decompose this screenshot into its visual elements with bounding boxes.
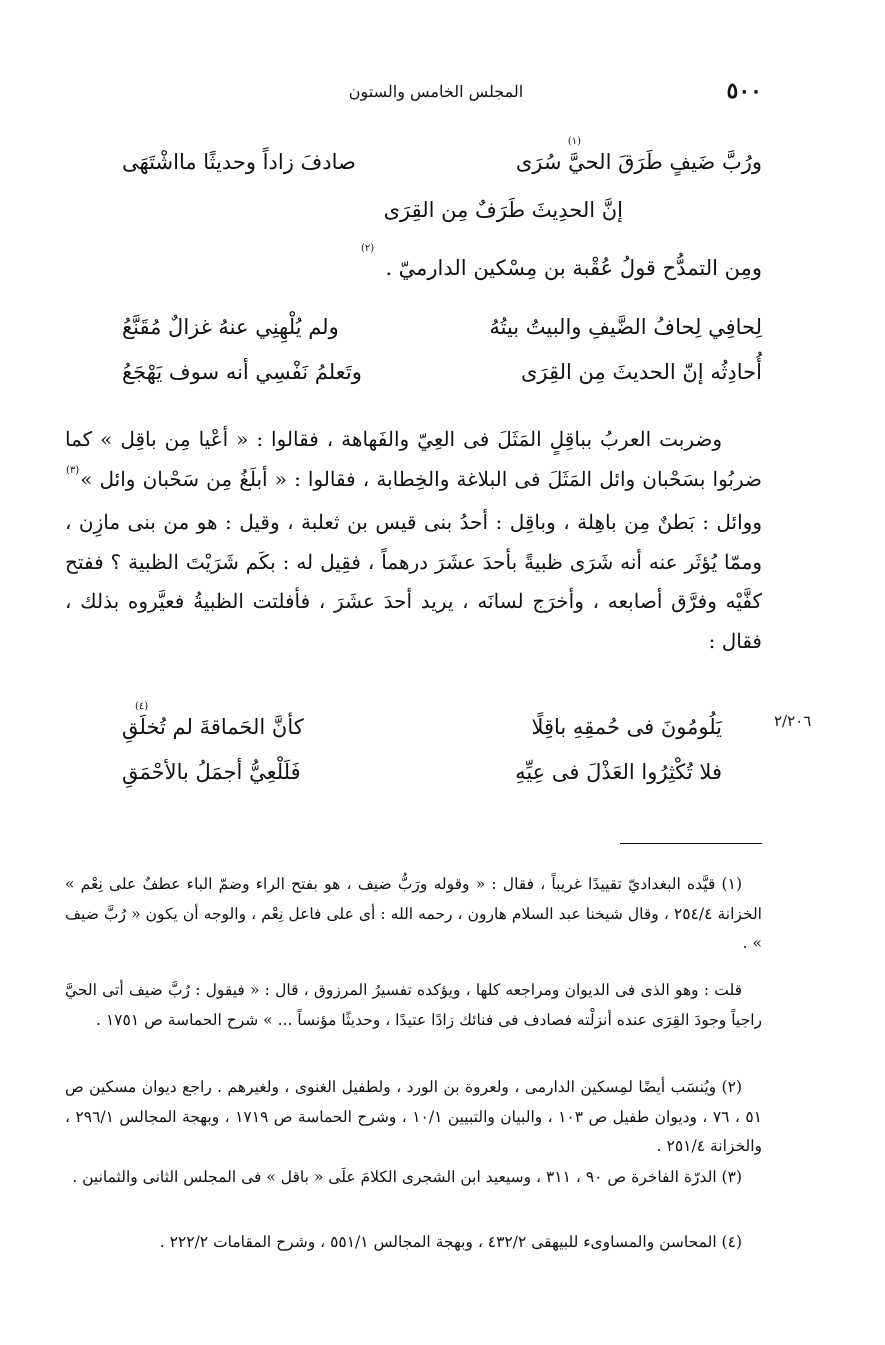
paragraph-part-b: ووائل : بَطنٌ مِن باهِلة ، وباقِل : أحدُ بنى قيس بن ثعلبة ، وقيل : هو من بنى مازِن ، وممّا يُؤثَر عنه أنه شَرَى ظبيةً بأحدَ عشَرَ درهماً ، فقِيل له : بكَم شَرَيْتَ الظبية ؟ ففتح كفَّيْه وفرَّق أصابعه ، وأخرَج لسانَه ، يريد أحدَ عشَرَ ، فأفلتت الظبيةُ فعيَّروه بذلك ، فقال :: [65, 510, 762, 653]
poem2-line1-right-hemistich: لِحافِي لِحافُ الضَّيفِ والبيتُ بيتُهُ: [489, 315, 762, 339]
poem3-line1-left-hemistich: كأنَّ الحَماقةَ لم تُخلَقِ: [122, 715, 304, 739]
footnote-2: (٢) ويُنسَب أيضًا لمِسكين الدارمى ، ولعروة بن الورد ، ولطفيل الغنوى ، ولغيرهم . راجع ديوان مسكين ص ٥١ ، ٧٦ ، وديوان طفيل ص ١٠٣ ، والبيان والتبيين ١٠/١ ، وشرح الحماسة ص ١٧١٩ ، وبهجة المجالس ٢٩٦/١ ، والخزانة ٢٥١/٤ .: [65, 1078, 762, 1155]
footnote-4: (٤) المحاسن والمساوىء للبيهقى ٤٣٢/٢ ، وبهجة المجالس ٥٥١/١ ، وشرح المقامات ٢٢٢/٢ .: [159, 1233, 742, 1251]
poem2-line2: [122, 360, 762, 394]
paragraph-part-a: وضربت العربُ بباقِلٍ المَثَلَ فى العِيّ والفَهاهة ، فقالوا : « أعْيا مِن باقِل » كما ضربُوا بسَحْبان وائل المَثَلَ فى البلاغة والخِطابة ، فقالوا : « أبلَغُ مِن سَحْبان وائل »: [65, 427, 762, 491]
intro-text: ومِن التمدُّح قولُ عُقْبة بن مِسْكين الدارميّ .: [385, 256, 762, 280]
poem2-line1: [122, 315, 762, 349]
poem1-line1-right-hemistich: ورُبَّ ضَيفٍ طَرَقَ الحيَّ سُرَى: [515, 150, 762, 174]
footnote-ref-4: (٤): [135, 701, 149, 712]
intro-sentence: [385, 256, 762, 280]
footnote-3: (٣) الدرّة الفاخرة ص ٩٠ ، ٣١١ ، وسيعيد ابن الشجرى الكلامَ علَى « باقل » فى المجلس الثانى والثمانين .: [72, 1168, 742, 1186]
footnote-ref-1: (١): [567, 136, 581, 147]
poem2-line2-right-hemistich: أُحادِثُه إنّ الحديثَ مِن القِرَى: [520, 360, 762, 384]
footnote-divider: [620, 843, 762, 844]
running-title: المجلس الخامس والستون: [348, 82, 524, 101]
poem1-line1-left-hemistich: صادفَ زاداً وحديثًا مااشْتَهَى: [122, 150, 356, 174]
poem3-line2-right-hemistich: فلا تُكْثِرُوا العَذْلَ فى عِيِّهِ: [515, 760, 722, 784]
margin-page-reference: ٢/٢٠٦: [774, 712, 812, 730]
page-header: [110, 78, 762, 108]
poem2-line2-left-hemistich: وتَعلمُ نَفْسِي أنه سوف يَهْجَعُ: [122, 360, 362, 384]
footnote-ref-3: (٣): [66, 464, 80, 476]
poem3-line2: [122, 760, 762, 794]
footnote-1: (١) قيَّده البغداديّ تقييدًا غريباً ، فقال : « وقوله ورَبُّ ضيف ، هو بفتح الراء وضمّ الباء عطفٌ على نِعْم » الخزانة ٢٥٤/٤ ، وقال شيخنا عبد السلام هارون ، رحمه الله : أى على فاعل نِعْم ، والوجه أن يكون « رُبَّ ضيف » .: [65, 875, 762, 952]
poem3-line1-right-hemistich: يَلُومُونَ فى حُمقِهِ باقِلًا: [531, 715, 722, 739]
footnote-1-continued: قلت : وهو الذى فى الديوان ومراجعه كلها ، ويؤكده تفسيرُ المرزوق ، قال : « فيقول : رُبَّ ضيف أتى الحيَّ راجياً وجودَ القِرَى عنده أنزلْته فصادف فى فنائك زادًا عتيدًا ، وحديثًا مؤنساً ... » شرح الحماسة ص ١٧٥١ .: [65, 981, 762, 1029]
body-paragraph: [65, 420, 762, 661]
poem1-line1: [122, 136, 762, 184]
poem3-line2-left-hemistich: فَلَلْعِيُّ أجمَلُ بالأحْمَقِ: [122, 760, 301, 784]
poem3-line1: [122, 701, 762, 749]
footnote-ref-2: (٢): [361, 243, 375, 254]
poem2-line1-left-hemistich: ولم يُلْهِنِي عنهُ غزالٌ مُقَنَّعُ: [122, 315, 339, 339]
poem1-line2: إنَّ الحدِيثَ طَرَفٌ مِن القِرَى: [383, 198, 623, 222]
page-number: ٥٠٠: [726, 78, 762, 104]
